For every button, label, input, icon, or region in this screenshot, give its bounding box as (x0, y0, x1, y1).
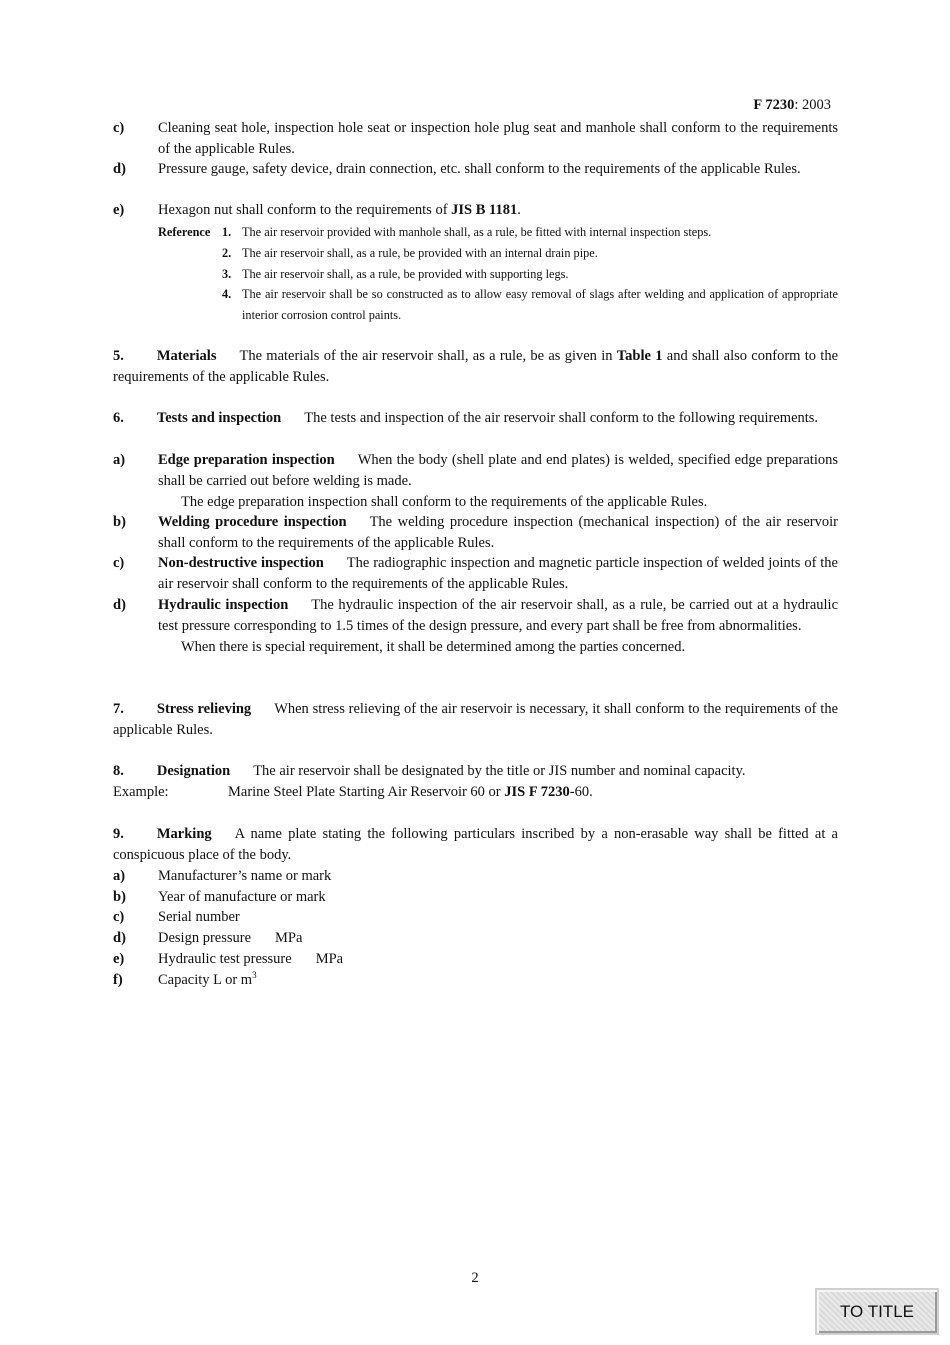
item-superscript: 3 (252, 970, 257, 981)
document-header (753, 97, 831, 114)
item-label: d) (113, 597, 126, 613)
section-title: Marking (156, 826, 212, 842)
list-item (113, 200, 838, 221)
item-text: Manufacturer’s name or mark (158, 868, 332, 884)
item-label: d) (113, 161, 126, 177)
section-tests: 6. Tests and inspection The tests and inspection of the air reservoir shall conform to the following requirements. (113, 410, 819, 426)
item-label: b) (113, 514, 126, 530)
list-item (113, 159, 838, 180)
list-item: a) Edge preparation inspection When the body (shell plate and end plates) is welded, specified edge preparations shall be carried out before welding is made. The edge preparation inspection shall conform to the requirements of the applicable Rules. (113, 450, 838, 512)
section-number: 5. (113, 348, 124, 364)
item-label: c) (113, 120, 125, 136)
item-label: d) (113, 930, 126, 946)
section-number: 7. (113, 701, 124, 717)
item-label: a) (113, 452, 126, 468)
reference-num: 3. (222, 266, 232, 281)
list-item (113, 887, 838, 908)
item-text: Design pressure (158, 930, 252, 946)
reference-block (158, 222, 838, 326)
item-label: a) (113, 868, 126, 884)
item-title: Non-destructive inspection (158, 555, 324, 571)
reference-text: The air reservoir shall be so constructed as to allow easy removal of slags after welding and application of appropriate interior corrosion control paints. (242, 287, 838, 323)
item-title: Edge preparation inspection (158, 452, 335, 468)
item-label: c) (113, 555, 125, 571)
reference-text: The air reservoir shall, as a rule, be provided with supporting legs. (242, 266, 569, 281)
section-number: 9. (113, 826, 124, 842)
item-label: e) (113, 202, 125, 218)
reference-num: 1. (222, 225, 232, 239)
item-extra: When there is special requirement, it shall be determined among the parties concerned. (181, 638, 686, 655)
example-label: Example: (113, 783, 169, 800)
item-text: Hydraulic test pressure (158, 951, 292, 967)
item-text: Pressure gauge, safety device, drain connection, etc. shall conform to the requirements of the applicable Rules. (158, 161, 801, 177)
item-unit: MPa (275, 930, 303, 946)
item-label: f) (113, 972, 123, 988)
item-label: e) (113, 951, 125, 967)
section-number: 8. (113, 763, 124, 779)
item-title: Hydraulic inspection (158, 597, 289, 613)
section-title: Stress relieving (156, 701, 252, 717)
example-text: Marine Steel Plate Starting Air Reservoir 60 or JIS F 7230-60. (228, 783, 593, 800)
item-title: Welding procedure inspection (158, 514, 347, 530)
item-unit: MPa (315, 951, 344, 967)
page-number: 2 (471, 1270, 479, 1286)
section-title: Tests and inspection (156, 410, 282, 426)
list-item: c) Non-destructive inspection The radiographic inspection and magnetic particle inspection of welded joints of the air reservoir shall conform to the requirements of the applicable Rules. (113, 555, 838, 592)
section-designation: 8. Designation The air reservoir shall be designated by the title or JIS number and nominal capacity. Example: Marine Steel Plate Starting Air Reservoir 60 or JIS F 7230-60. (113, 761, 838, 803)
section-number: 6. (113, 410, 124, 426)
list-item (113, 970, 838, 991)
item-label: b) (113, 889, 126, 905)
item-text: Hexagon nut shall conform to the requirements of JIS B 1181. (158, 202, 521, 218)
list-item (113, 949, 838, 970)
item-label: c) (113, 909, 125, 925)
reference-title: Reference (158, 225, 211, 239)
item-text: Capacity L or m (158, 972, 253, 988)
list-item: b) Welding procedure inspection The welding procedure inspection (mechanical inspection) of the air reservoir shall conform to the requirements of the applicable Rules. (113, 514, 838, 551)
item-text: Cleaning seat hole, inspection hole seat or inspection hole plug seat and manhole shall conform to the requirements of the applicable Rules. (158, 120, 838, 157)
standard-number: F 7230 (753, 97, 795, 113)
section-title: Designation (156, 763, 231, 779)
standard-year: : 2003 (794, 97, 831, 113)
list-item (113, 907, 838, 928)
section-title: Materials (156, 348, 217, 364)
item-text: Year of manufacture or mark (158, 889, 326, 905)
reference-num: 2. (222, 245, 232, 260)
reference-text: The air reservoir shall, as a rule, be provided with an internal drain pipe. (242, 245, 598, 260)
section-marking: 9. Marking A name plate stating the following particulars inscribed by a non-erasable way shall be fitted at a conspicuous place of the body. (113, 826, 838, 863)
item-extra: The edge preparation inspection shall conform to the requirements of the applicable Rules. (181, 493, 708, 510)
list-item (113, 928, 838, 949)
reference-num: 4. (222, 287, 232, 302)
list-item (113, 118, 838, 160)
item-text: Serial number (158, 909, 240, 925)
list-item (113, 866, 838, 887)
reference-text: The air reservoir provided with manhole shall, as a rule, be fitted with internal inspection steps. (242, 225, 712, 239)
list-item: d) Hydraulic inspection The hydraulic inspection of the air reservoir shall, as a rule, be carried out at a hydraulic test pressure corresponding to 1.5 times of the design pressure, and every part shall be free from abnormalities. When there is special requirement, it shall be determined among the parties concerned. (113, 595, 838, 657)
section-materials: 5. Materials The materials of the air reservoir shall, as a rule, be as given in Table 1 and shall also conform to the requirements of the applicable Rules. (113, 348, 839, 385)
section-stress-relieving: 7. Stress relieving When stress relieving of the air reservoir is necessary, it shall conform to the requirements of the applicable Rules. (113, 701, 839, 738)
to-title-button[interactable]: TO TITLE (815, 1288, 939, 1335)
